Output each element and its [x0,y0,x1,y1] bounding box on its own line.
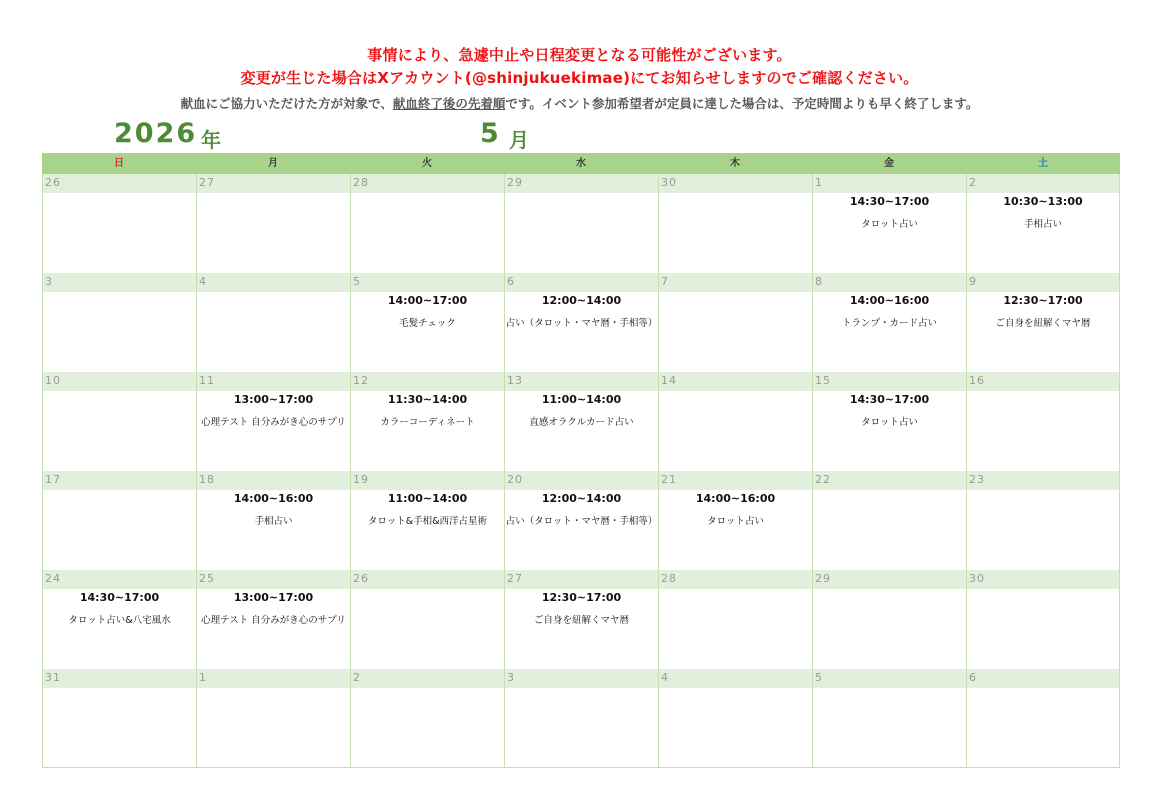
event-name: ご自身を紐解くマヤ暦 [533,615,629,626]
day-number: 5 [815,671,823,684]
weekday-wed: 水 [576,158,586,169]
day-number: 30 [969,572,985,585]
event-name: カラーコーディネート [380,417,475,428]
day-cell [812,174,966,273]
day-number: 27 [507,572,523,585]
day-number: 2 [969,176,977,189]
day-cell [42,273,196,372]
event-time: 14:00~17:00 [387,294,468,307]
notice-eligibility [0,94,1159,112]
month-number: 5 [480,118,499,149]
day-cell [966,669,1120,768]
day-number: 19 [353,473,369,486]
weekday-header-row [42,153,1120,174]
day-cell [504,273,658,372]
event-time: 14:00~16:00 [695,492,776,505]
day-number: 13 [507,374,523,387]
notice-eligibility-underlined: 献血終了後の先着順 [392,96,506,111]
day-number: 9 [969,275,977,288]
day-cell [658,570,812,669]
day-cell [966,372,1120,471]
calendar-week-row [42,372,1120,471]
day-number: 3 [507,671,515,684]
day-cell [504,372,658,471]
day-number: 21 [661,473,677,486]
day-number: 18 [199,473,215,486]
day-cell [42,372,196,471]
notice-eligibility-pre: 献血にご協力いただけた方が対象で、 [180,96,393,111]
event-time: 14:00~16:00 [233,492,314,505]
event-time: 14:30~17:00 [79,591,160,604]
day-cell [812,372,966,471]
event-name: タロット&手相&西洋占星術 [367,516,488,527]
day-cell [42,570,196,669]
day-cell [196,471,350,570]
day-number: 10 [45,374,61,387]
event-time: 14:00~16:00 [849,294,930,307]
day-cell [658,174,812,273]
calendar-week-row [42,174,1120,273]
day-cell [42,174,196,273]
day-number: 3 [45,275,53,288]
day-cell [350,669,504,768]
day-cell [350,174,504,273]
event-name: 心理テスト 自分みがき心のサプリ [201,615,346,626]
event-name: 手相占い [254,516,293,527]
day-cell [196,273,350,372]
event-time: 13:00~17:00 [233,591,314,604]
event-time: 14:30~17:00 [849,195,930,208]
day-cell [966,471,1120,570]
weekday-mon: 月 [268,158,278,169]
event-time: 11:00~14:00 [387,492,468,505]
day-cell [966,273,1120,372]
month-unit: 月 [509,128,529,152]
day-number: 27 [199,176,215,189]
day-cell [966,570,1120,669]
weekday-sat: 土 [1038,158,1048,169]
day-cell [196,372,350,471]
day-cell [658,273,812,372]
day-number: 15 [815,374,831,387]
day-number: 30 [661,176,677,189]
day-cell [504,669,658,768]
event-time: 12:30~17:00 [1003,294,1083,307]
day-number: 28 [353,176,369,189]
event-name: タロット占い&八宅風水 [68,615,171,626]
day-number: 2 [353,671,361,684]
day-number: 22 [815,473,831,486]
notice-x-account: 変更が生じた場合はXアカウント(@shinjukuekimae)にてお知らせしますのでご確認ください。 [240,69,919,87]
day-number: 16 [969,374,985,387]
event-time: 12:00~14:00 [541,492,622,505]
calendar-week-row [42,273,1120,372]
day-cell [196,174,350,273]
day-number: 25 [199,572,215,585]
day-number: 14 [661,374,677,387]
event-name: 占い（タロット・マヤ暦・手相等） [505,318,658,329]
event-name: 毛髪チェック [399,318,456,329]
event-name: 手相占い [1023,219,1062,230]
day-number: 29 [815,572,831,585]
day-number: 4 [661,671,669,684]
weekday-tue: 火 [422,158,432,169]
calendar-week-row [42,471,1120,570]
day-number: 11 [199,374,215,387]
day-number: 8 [815,275,823,288]
day-number: 5 [353,275,361,288]
day-cell [812,273,966,372]
event-time: 10:30~13:00 [1003,195,1083,208]
weekday-sun: 日 [114,158,124,169]
weekday-thu: 木 [730,158,740,169]
event-name: 占い（タロット・マヤ暦・手相等） [505,516,658,527]
day-number: 26 [45,176,61,189]
event-time: 14:30~17:00 [849,393,930,406]
day-cell [350,273,504,372]
calendar-bottom-border [42,767,1120,768]
day-cell [504,174,658,273]
event-time: 11:00~14:00 [541,393,622,406]
notice-change-warning: 事情により、急遽中止や日程変更となる可能性がございます。 [367,46,792,64]
event-name: タロット占い [861,417,918,428]
calendar-week-row [42,570,1120,669]
day-number: 20 [507,473,523,486]
event-time: 12:30~17:00 [541,591,622,604]
day-cell [350,372,504,471]
day-number: 6 [507,275,515,288]
day-cell [658,471,812,570]
day-number: 1 [815,176,823,189]
day-number: 4 [199,275,207,288]
day-cell [966,174,1120,273]
day-cell [658,669,812,768]
event-name: 心理テスト 自分みがき心のサプリ [201,417,346,428]
year-number: 2026 [114,118,198,149]
weekday-fri: 金 [884,158,894,169]
calendar-grid [42,153,1120,768]
day-number: 31 [45,671,61,684]
day-number: 26 [353,572,369,585]
day-cell [812,471,966,570]
day-cell [350,570,504,669]
event-name: ご自身を紐解くマヤ暦 [995,318,1091,329]
day-cell [812,669,966,768]
day-cell [196,570,350,669]
day-number: 6 [969,671,977,684]
day-cell [196,669,350,768]
day-number: 1 [199,671,207,684]
day-number: 23 [969,473,985,486]
day-number: 12 [353,374,369,387]
year-unit: 年 [201,128,221,152]
calendar-week-row [42,669,1120,768]
event-name: トランプ・カード占い [841,318,937,329]
event-time: 11:30~14:00 [387,393,468,406]
day-cell [350,471,504,570]
day-cell [504,570,658,669]
day-number: 28 [661,572,677,585]
day-cell [42,669,196,768]
event-name: 直感オラクルカード占い [529,417,634,428]
event-name: タロット占い [861,219,918,230]
day-cell [812,570,966,669]
day-cell [42,471,196,570]
day-cell [658,372,812,471]
day-number: 29 [507,176,523,189]
notice-eligibility-post: です。イベント参加希望者が定員に達した場合は、予定時間よりも早く終了します。 [505,96,979,111]
event-time: 12:00~14:00 [541,294,622,307]
day-cell [504,471,658,570]
day-number: 24 [45,572,61,585]
event-name: タロット占い [707,516,764,527]
day-number: 17 [45,473,61,486]
event-time: 13:00~17:00 [233,393,314,406]
day-number: 7 [661,275,669,288]
